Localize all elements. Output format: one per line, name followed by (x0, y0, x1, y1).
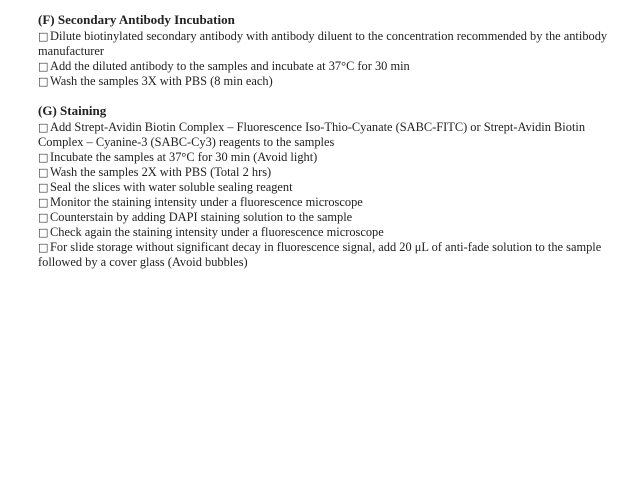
checkbox-bullet-icon: □ (38, 226, 49, 239)
list-item (38, 29, 618, 59)
list-item (38, 59, 618, 74)
checkbox-bullet-icon: □ (38, 75, 49, 88)
step-text: Add Strept-Avidin Biotin Complex – Fluorescence Iso-Thio-Cyanate (SABC-FITC) or Strept-Avidin Biotin Complex – Cyanine-3 (SABC-Cy3) reagents to the samples (38, 120, 586, 149)
step-list (38, 120, 618, 270)
list-item (38, 240, 618, 270)
section-title: (F) Secondary Antibody Incubation (38, 12, 235, 27)
list-item (38, 150, 618, 165)
protocol-document (38, 12, 618, 284)
list-item (38, 210, 618, 225)
section-title: (G) Staining (38, 103, 107, 118)
step-text: Counterstain by adding DAPI staining solution to the sample (50, 210, 353, 224)
step-text: Monitor the staining intensity under a fluorescence microscope (50, 195, 363, 209)
step-text: Check again the staining intensity under a fluorescence microscope (50, 225, 384, 239)
step-text: Seal the slices with water soluble sealing reagent (50, 180, 293, 194)
step-text: For slide storage without significant decay in fluorescence signal, add 20 μL of anti-fade solution to the sample followed by a cover glass (Avoid bubbles) (38, 240, 602, 269)
list-item (38, 180, 618, 195)
checkbox-bullet-icon: □ (38, 30, 49, 43)
checkbox-bullet-icon: □ (38, 196, 49, 209)
list-item (38, 165, 618, 180)
step-text: Incubate the samples at 37°C for 30 min (Avoid light) (50, 150, 318, 164)
section-staining (38, 103, 618, 270)
list-item (38, 225, 618, 240)
list-item (38, 120, 618, 150)
step-text: Wash the samples 2X with PBS (Total 2 hrs) (50, 165, 272, 179)
checkbox-bullet-icon: □ (38, 166, 49, 179)
section-secondary-antibody-incubation (38, 12, 618, 89)
step-text: Dilute biotinylated secondary antibody with antibody diluent to the concentration recommended by the antibody manufacturer (38, 29, 608, 58)
list-item (38, 74, 618, 89)
checkbox-bullet-icon: □ (38, 151, 49, 164)
step-text: Add the diluted antibody to the samples and incubate at 37°C for 30 min (50, 59, 410, 73)
step-list (38, 29, 618, 89)
checkbox-bullet-icon: □ (38, 211, 49, 224)
list-item (38, 195, 618, 210)
checkbox-bullet-icon: □ (38, 121, 49, 134)
checkbox-bullet-icon: □ (38, 241, 49, 254)
checkbox-bullet-icon: □ (38, 60, 49, 73)
step-text: Wash the samples 3X with PBS (8 min each) (50, 74, 273, 88)
checkbox-bullet-icon: □ (38, 181, 49, 194)
